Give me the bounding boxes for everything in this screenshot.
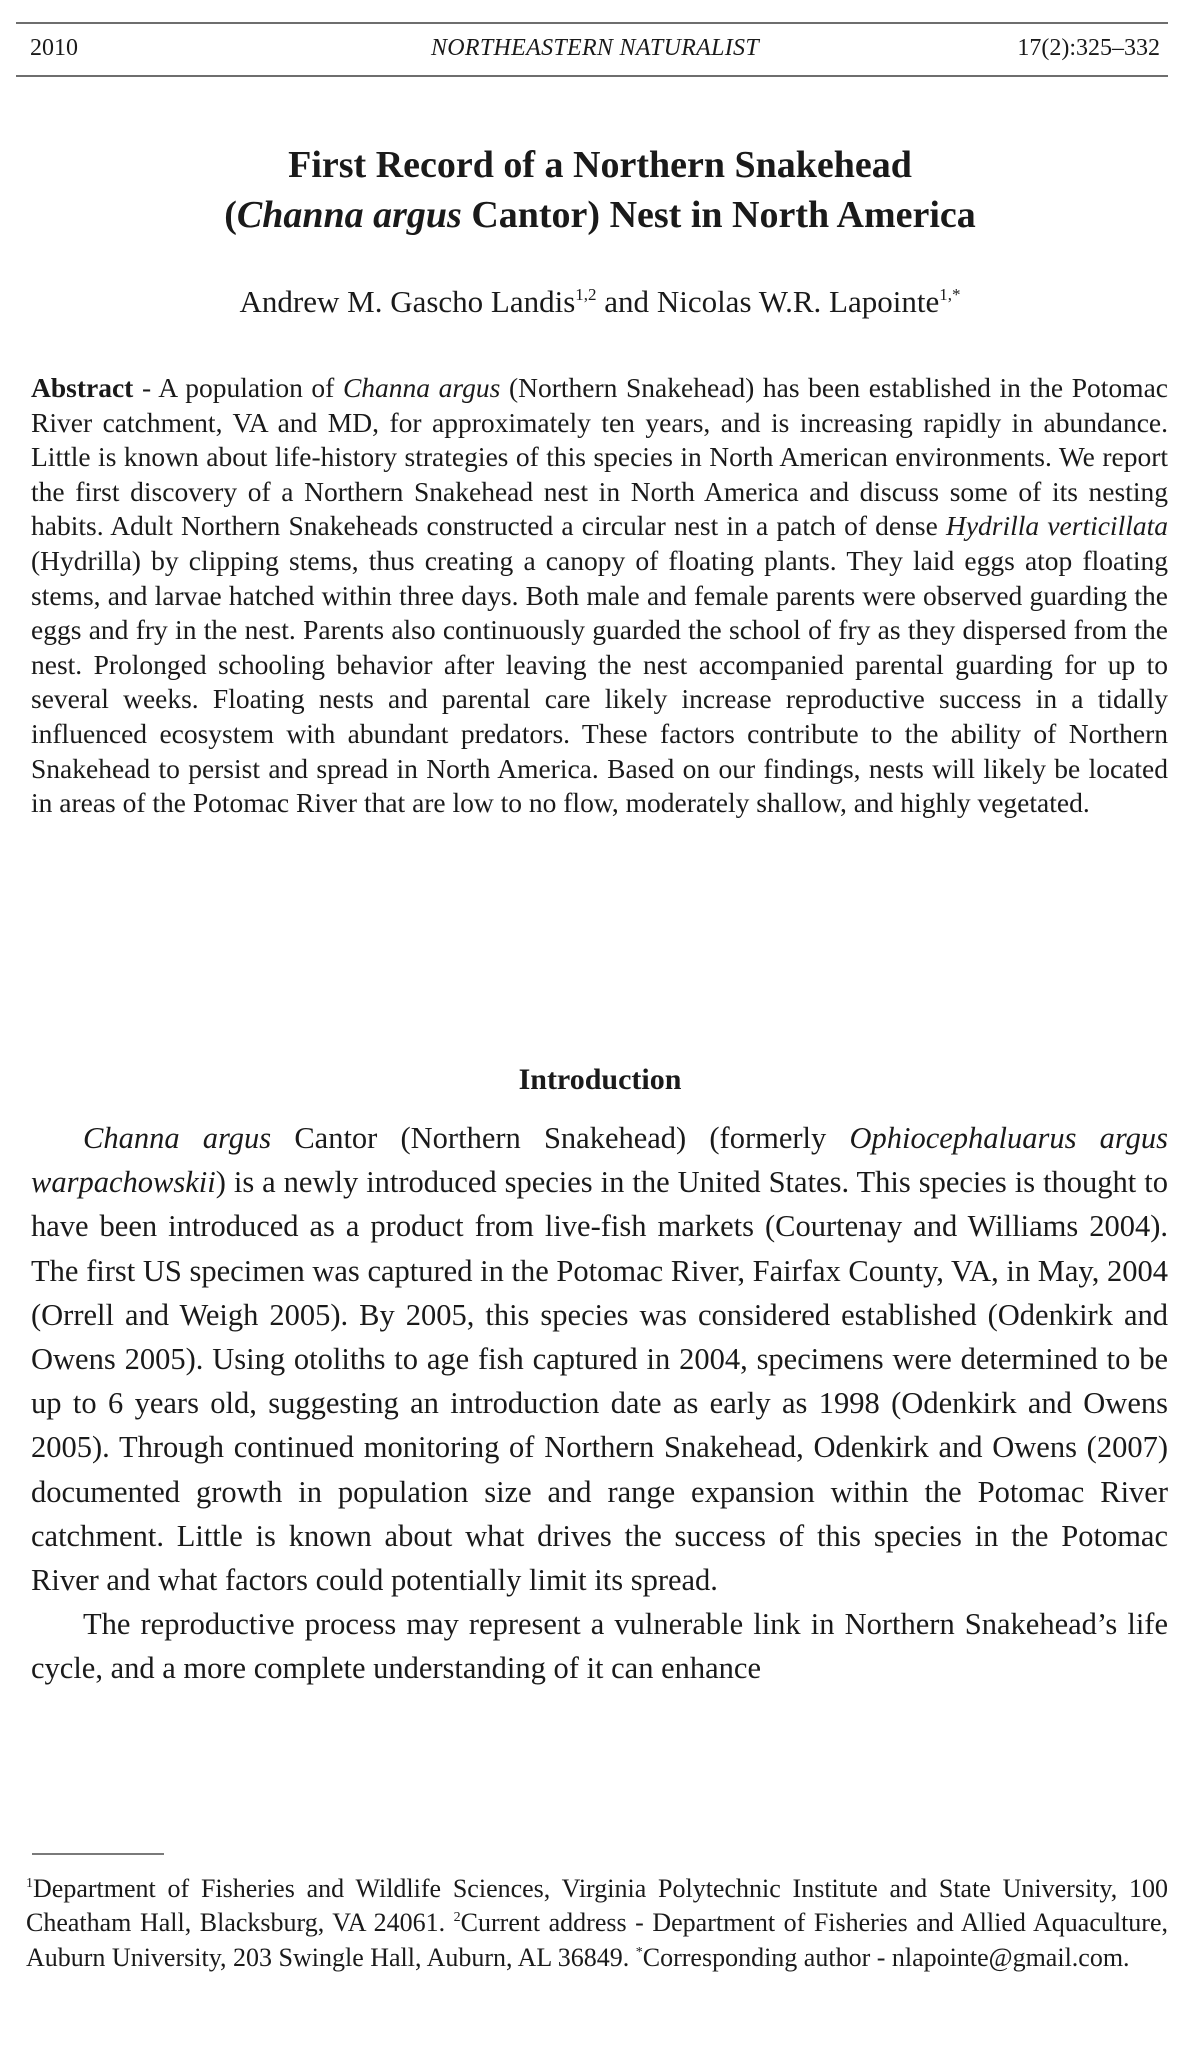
title-line-2-rest: Cantor) Nest in North America: [461, 194, 976, 236]
abstract-text-1: - A population of: [133, 372, 343, 403]
running-head-journal: NORTHEASTERN NATURALIST: [430, 35, 760, 61]
running-head-citation: 17(2):325–332: [1017, 35, 1160, 61]
paragraph: The reproductive process may represent a vulnerable link in Northern Snakehead’s life cycle, and a more complete understanding of it can enhance: [31, 1607, 1168, 1686]
author-2-affiliation-marks: 1,*: [939, 285, 961, 304]
footnote-corresponding-author: Corresponding author - nlapointe@gmail.com.: [642, 1942, 1130, 1972]
abstract-plant-name: Hydrilla verticillata: [945, 510, 1168, 542]
paragraph-text: Cantor (Northern Snakehead) (formerly: [271, 1121, 850, 1155]
author-1: Andrew M. Gascho Landis: [239, 284, 576, 319]
abstract: [31, 371, 1168, 821]
affiliation-footnotes: [26, 1872, 1168, 1975]
running-head-year: 2010: [30, 35, 78, 61]
header-bottom-rule: [16, 75, 1168, 77]
abstract-text-3: (Hydrilla) by clipping stems, thus creating a canopy of floating plants. They laid eggs atop floating stems, and larvae hatched within three days. Both male and female parents were observed guarding the eggs and fry in the nest. Parents also continuously guarded the school of fry as they dispersed from the nest. Prolonged schooling behavior after leaving the nest accompanied parental guarding for up to several weeks. Floating nests and parental care likely increase reproductive success in a tidally influenced ecosystem with abundant predators. These factors contribute to the ability of Northern Snakehead to persist and spread in North America. Based on our findings, nests will likely be located in areas of the Potomac River that are low to no flow, moderately shallow, and highly vegetated.: [31, 544, 1168, 819]
abstract-label: Abstract: [31, 372, 134, 403]
author-1-affiliation-marks: 1,2: [575, 285, 597, 304]
abstract-species-name: Channa argus: [342, 372, 501, 403]
title-species-name: Channa argus: [236, 194, 462, 236]
title-line-2: [0, 190, 1200, 240]
title-paren: (: [224, 194, 237, 236]
author-conjunction: and: [596, 284, 657, 319]
author-list: [0, 282, 1200, 322]
former-species-name: Ophiocephaluarus argus warpachowskii: [31, 1121, 1169, 1200]
header-top-rule: [16, 22, 1168, 24]
footnote-mark-corresponding: *: [635, 1944, 643, 1960]
footnote-separator: [32, 1853, 164, 1855]
author-2: Nicolas W.R. Lapointe: [656, 284, 940, 319]
footnote-2: Current address - Department of Fisheries and Allied Aquaculture, Auburn University, 203 Swingle Hall, Auburn, AL 36849.: [26, 1908, 1169, 1972]
article-title: [0, 140, 1200, 240]
species-name: Channa argus: [83, 1121, 272, 1155]
paragraph-text: ) is a newly introduced species in the United States. This species is thought to have been introduced as a product from live-fish markets (Courtenay and Williams 2004). The first US specimen was captured in the Potomac River, Fairfax County, VA, in May, 2004 (Orrell and Weigh 2005). By 2005, this species was considered established (Odenkirk and Owens 2005). Using otoliths to age fish captured in 2004, specimens were determined to be up to 6 years old, suggesting an introduction date as early as 1998 (Odenkirk and Owens 2005). Through continued monitoring of Northern Snakehead, Odenkirk and Owens (2007) documented growth in population size and range expansion within the Potomac River catchment. Little is known about what drives the success of this species in the Potomac River and what factors could potentially limit its spread.: [31, 1165, 1168, 1598]
footnote-mark-1: 1: [26, 1876, 33, 1891]
section-heading-introduction: Introduction: [518, 1063, 682, 1096]
title-line-1: First Record of a Northern Snakehead: [288, 144, 912, 186]
paragraph: [31, 1116, 1168, 1602]
abstract-text-2: (Northern Snakehead) has been established in the Potomac River catchment, VA and MD, for approximately ten years, and is increasing rapidly in abundance. Little is known about life-history strategies of this species in North American environments. We report the first discovery of a Northern Snakehead nest in North America and discuss some of its nesting habits. Adult Northern Snakeheads constructed a circular nest in a patch of dense: [31, 372, 1168, 542]
footnote-mark-2: 2: [453, 1910, 461, 1926]
introduction-body: [31, 1116, 1168, 1691]
running-head: [30, 30, 1160, 66]
footnote-1: Department of Fisheries and Wildlife Sciences, Virginia Polytechnic Institute and State University, 100 Cheatham Hall, Blacksburg, VA 24061.: [26, 1874, 1168, 1938]
